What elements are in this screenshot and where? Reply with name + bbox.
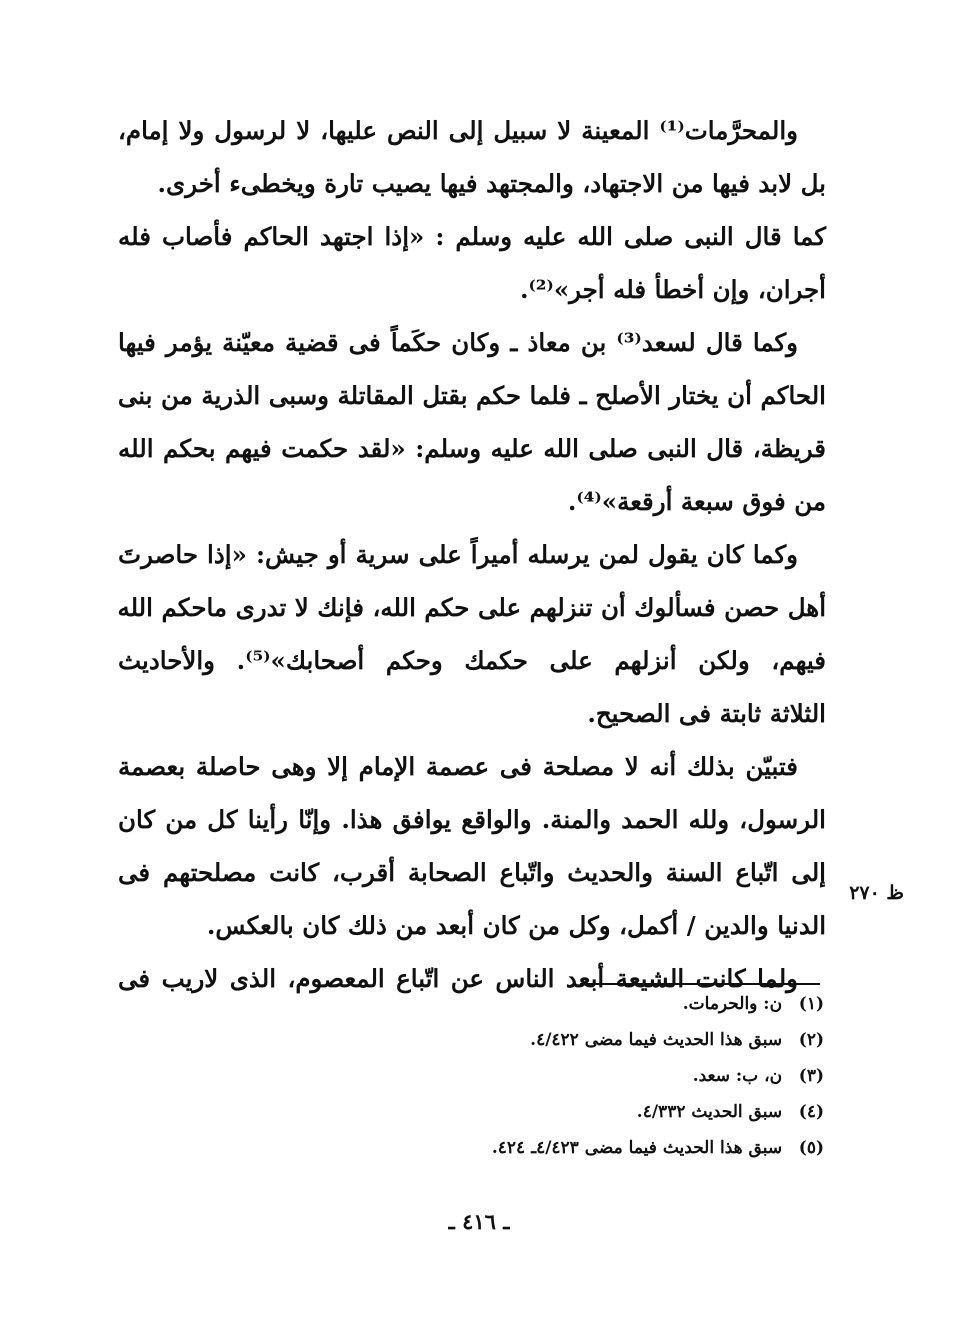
footnote-text: ن: والحرمات. [682,994,783,1014]
footnote-text: سبق هذا الحديث فيما مضى ٤/٤٢٣ـ ٤٢٤. [491,1138,783,1158]
footnote-text: سبق الحديث ٤/٣٣٢. [636,1102,783,1122]
footnote-item [300,1058,824,1094]
text-line: أهل حصن فسألوك أن تنزلهم على حكم الله، فإنك لا تدرى ماحكم الله [117,593,826,622]
text-line: بل لابد فيها من الاجتهاد، والمجتهد فيها يصيب تارة ويخطىء أخرى. [157,169,826,198]
text-line: ولما كانت الشيعة أبعد الناس عن اتّباع المعصوم، الذى لاريب فى [118,964,798,993]
footnote-number: (٤) [798,1102,824,1122]
footnote-item [300,1130,824,1166]
footnote-item [300,986,824,1022]
text-line: الدنيا والدين / أكمل، وكل من كان أبعد من ذلك كان بالعكس. [206,911,826,940]
footnote-item [300,1022,824,1058]
footnote-text: ن، ب: سعد. [692,1066,783,1086]
text-line: وكما كان يقول لمن يرسله أميراً على سرية أو جيش: «إذا حاصرتَ [118,540,798,569]
footnote-number: (١) [798,994,824,1014]
text-line: فتبيّن بذلك أنه لا مصلحة فى عصمة الإمام إلا وهى حاصلة بعصمة [118,752,798,781]
text-line: إلى اتّباع السنة والحديث واتّباع الصحابة أقرب، كانت مصلحتهم فى [118,858,826,887]
text-line: فيهم، ولكن أنزلهم على حكمك وحكم أصحابك»⁽⁵⁾. والأحاديث [118,646,826,675]
footnote-number: (٢) [798,1030,824,1050]
text-line: قريظة، قال النبى صلى الله عليه وسلم: «لقد حكمت فيهم بحكم الله [118,434,826,463]
footnote-number: (٥) [798,1138,824,1158]
text-line: الرسول، ولله الحمد والمنة. والواقع يوافق هذا. وإنّا رأينا كل من كان [118,805,826,834]
footnote-item [300,1094,824,1130]
footnote-number: (٣) [798,1066,824,1086]
text-line: الحاكم أن يختار الأصلح ـ فلما حكم بقتل المقاتلة وسبى الذرية من بنى [117,381,826,410]
manuscript-folio-note: ظ ٢٧٠ [849,882,904,904]
text-line: الثلاثة ثابتة فى الصحيح. [587,699,826,728]
footnotes [300,986,824,1166]
page-number: ـ ٤١٦ ـ [448,1209,510,1234]
text-line: وكما قال لسعد⁽³⁾ بن معاذ ـ وكان حكَماً فى قضية معيّنة يؤمر فيها [118,328,798,357]
footnote-text: سبق هذا الحديث فيما مضى ٤/٤٢٢. [530,1030,783,1050]
footnote-separator [580,983,820,985]
text-line: كما قال النبى صلى الله عليه وسلم : «إذا اجتهد الحاكم فأصاب فله [118,222,826,251]
main-text [118,104,826,1005]
text-line: من فوق سبعة أرقعة»⁽⁴⁾. [567,487,826,516]
text-line: أجران، وإن أخطأ فله أجر»⁽²⁾. [519,275,826,304]
text-line: والمحرَّمات⁽¹⁾ المعينة لا سبيل إلى النص عليها، لا لرسول ولا إمام، [118,116,798,145]
